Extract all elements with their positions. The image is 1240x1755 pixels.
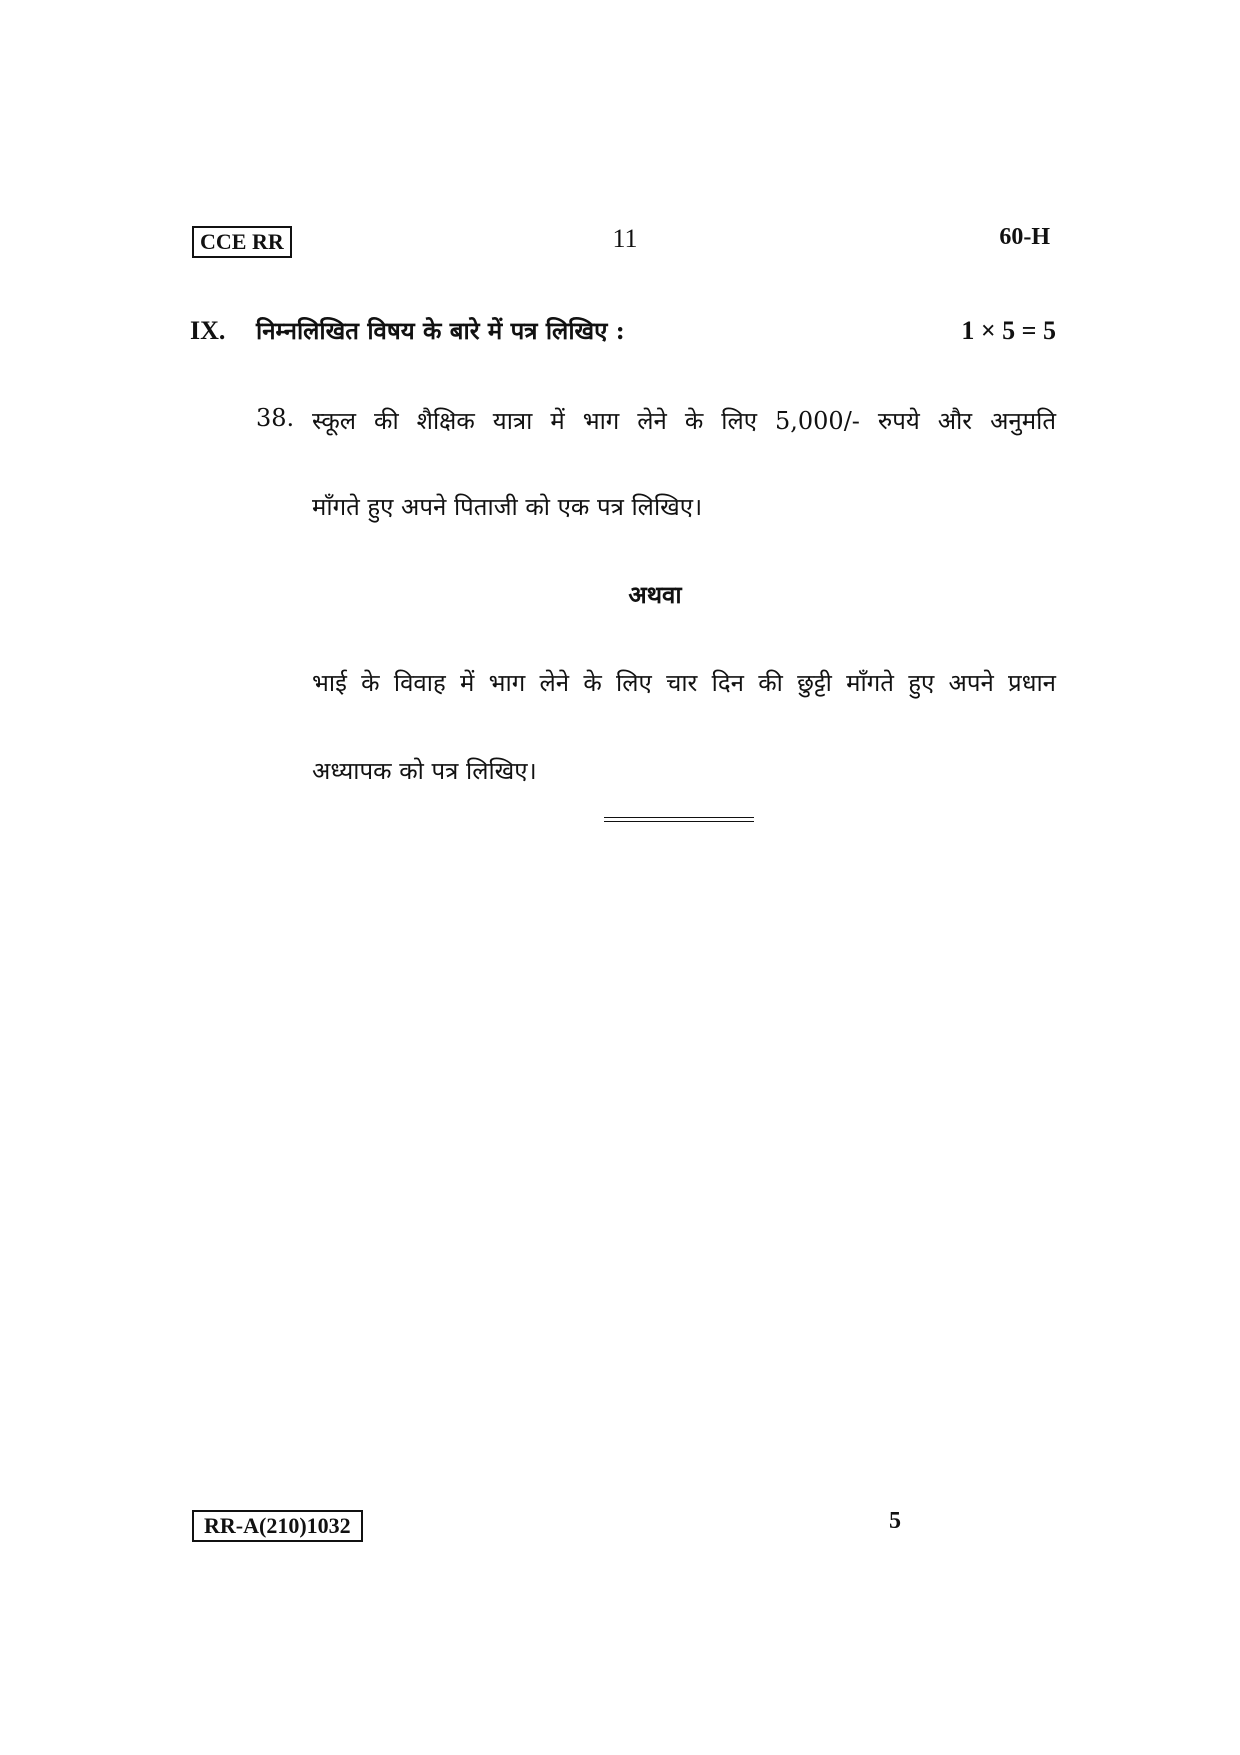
footer-code-box: RR-A(210)1032 (192, 1510, 363, 1542)
question-number: 38. (256, 404, 295, 432)
section-number: IX. (190, 316, 226, 345)
question-option1-line2: माँगते हुए अपने पिताजी को एक पत्र लिखिए। (312, 493, 703, 521)
question-option1-line1: स्कूल की शैक्षिक यात्रा में भाग लेने के लिए 5,000/- रुपये और अनुमति (312, 407, 1056, 435)
footer-page-number: 5 (889, 1508, 901, 1534)
section-marks: 1 × 5 = 5 (961, 316, 1056, 345)
end-double-rule (604, 817, 754, 822)
exam-code-box: CCE RR (192, 226, 292, 258)
or-label: अथवा (628, 580, 682, 609)
question-option2-line2: अध्यापक को पत्र लिखिए। (312, 757, 537, 785)
page-number: 11 (612, 224, 638, 253)
section-title: निम्नलिखित विषय के बारे में पत्र लिखिए : (256, 316, 625, 345)
paper-code: 60-H (999, 224, 1050, 250)
question-option2-line1: भाई के विवाह में भाग लेने के लिए चार दिन की छुट्टी माँगते हुए अपने प्रधान (312, 669, 1056, 697)
